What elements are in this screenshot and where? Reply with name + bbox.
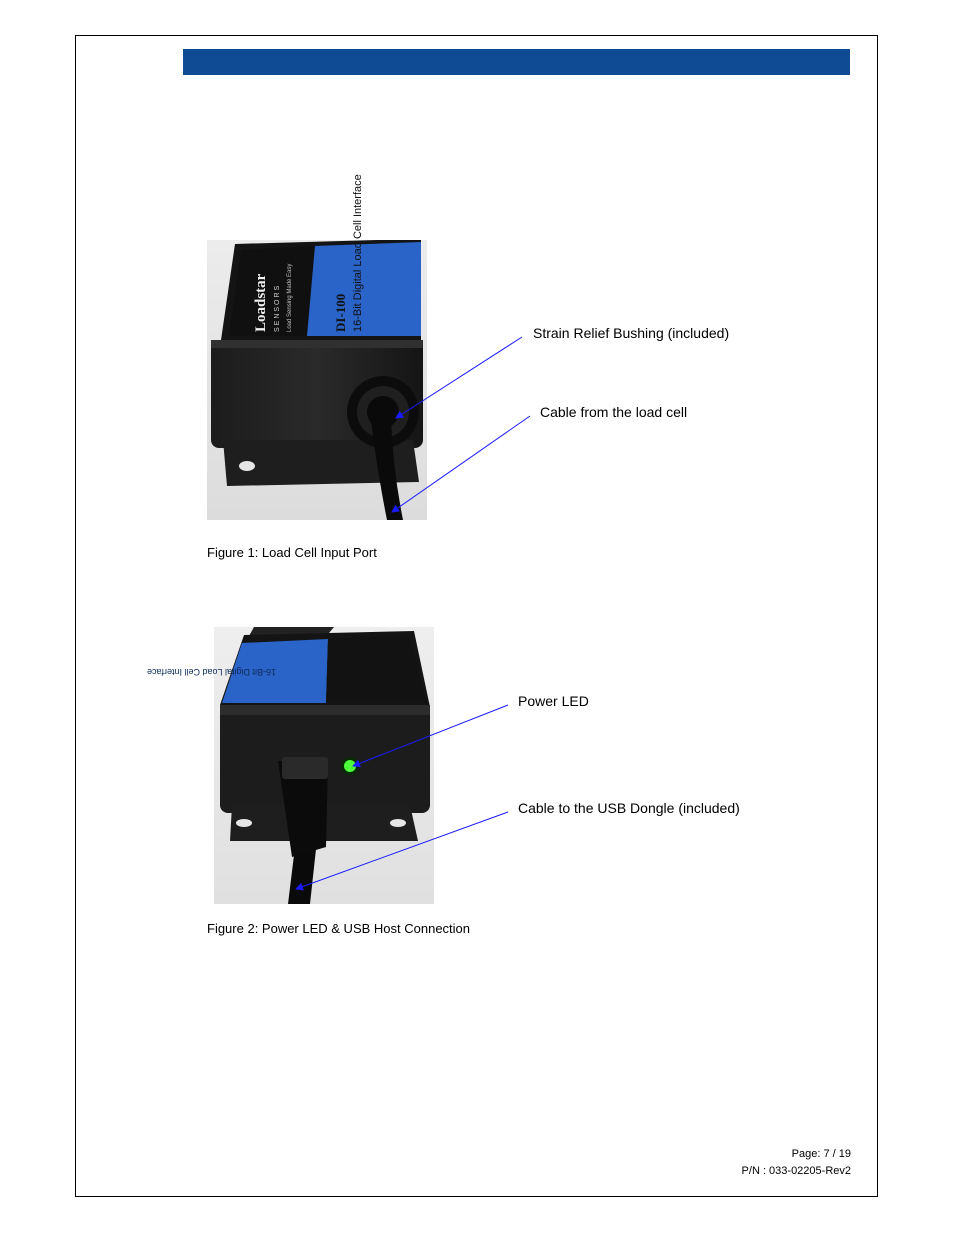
label-model-desc-2: 16-Bit Digital Load Cell Interface [146, 667, 276, 677]
label-tagline: Load Sensing Made Easy [287, 263, 293, 332]
label-model: DI-100 [333, 293, 348, 332]
leader-cable-load-cell [392, 416, 530, 512]
footer-page-number: Page: 7 / 19 [791, 1148, 851, 1160]
leader-usb-cable [296, 812, 508, 889]
callout-strain-relief: Strain Relief Bushing (included) [533, 325, 730, 341]
label-brand-sub: SENSORS [274, 283, 281, 332]
leader-strain-relief [396, 337, 522, 418]
label-brand: Loadstar [253, 273, 269, 332]
leader-power-led [353, 705, 508, 766]
footer-part-number: P/N : 033-02205-Rev2 [741, 1165, 851, 1177]
callout-power-led: Power LED [518, 693, 589, 709]
figure-1-caption: Figure 1: Load Cell Input Port [207, 545, 377, 560]
callout-usb-cable: Cable to the USB Dongle (included) [518, 800, 740, 816]
figure-2-caption: Figure 2: Power LED & USB Host Connection [207, 921, 471, 936]
label-model-desc: 16-Bit Digital Load Cell Interface [352, 174, 364, 332]
callout-cable-load-cell: Cable from the load cell [540, 404, 688, 420]
